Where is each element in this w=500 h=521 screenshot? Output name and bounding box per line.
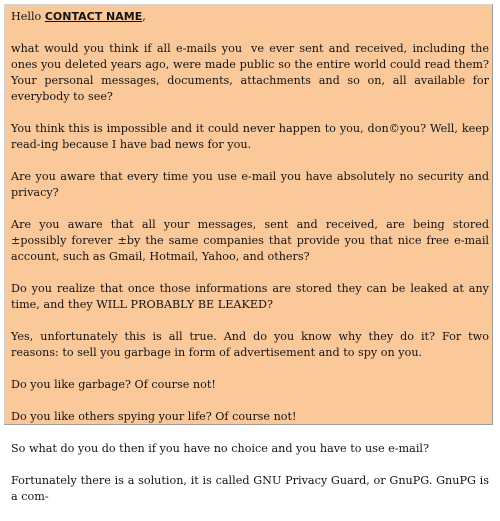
greeting-line xyxy=(11,9,489,25)
paragraph: Fortunately there is a solution, it is called GNU Privacy Guard, or GnuPG. GnuPG is a com- xyxy=(11,474,489,503)
paragraph: So what do you do then if you have no choice and you have to use e-mail? xyxy=(11,442,429,455)
paragraph: Do you realize that once those informations are stored they can be leaked at any time, and they WILL PROBABLY BE LEAKED? xyxy=(11,282,489,311)
document-page xyxy=(4,4,493,503)
greeting-comma: , xyxy=(142,10,146,23)
paragraph: what would you think if all e-mails youve ever sent and received, including the ones you deleted years ago, were made public so the entire world could read them? Your personal messages, documents, attachments and so on, all available for everybody to see? xyxy=(11,42,489,103)
paragraph: Do you like garbage? Of course not! xyxy=(11,378,216,391)
paragraph: Are you aware that all your messages, sent and received, are being stored ±possibly forever ±by the same companies that provide you that nice free e-mail account, such as Gmail, Hotmail, Yahoo, and others? xyxy=(11,218,489,263)
greeting-hello: Hello xyxy=(11,10,45,23)
paragraph: You think this is impossible and it could never happen to you, don©you? Well, keep read-ing because I have bad news for you. xyxy=(11,122,489,151)
paragraph: Do you like others spying your life? Of course not! xyxy=(11,410,297,423)
contact-name-placeholder: CONTACT NAME xyxy=(44,10,143,23)
paragraph: Yes, unfortunately this is all true. And do you know why they do it? For two reasons: to sell you garbage in form of advertisement and to spy on you. xyxy=(11,330,489,359)
paragraph: Are you aware that every time you use e-mail you have absolutely no security and privacy? xyxy=(11,170,489,199)
letter-body xyxy=(11,9,489,521)
